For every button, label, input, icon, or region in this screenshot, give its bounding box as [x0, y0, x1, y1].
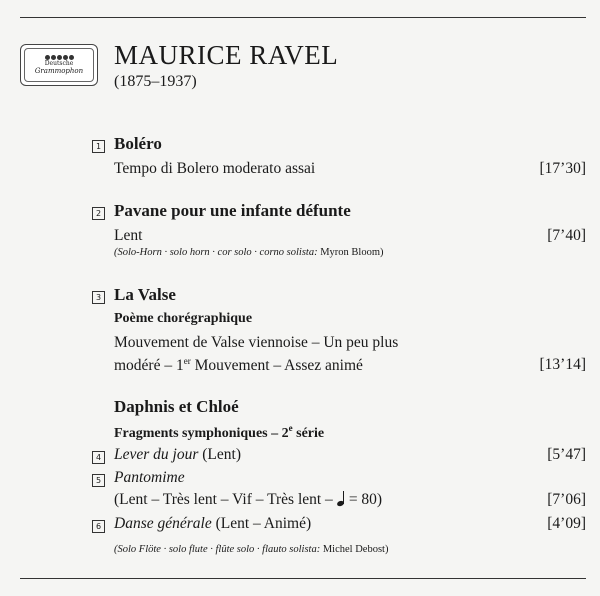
- logo-line2: Grammophon: [34, 67, 84, 75]
- track-number-4: 4: [92, 451, 105, 464]
- track-title-3: La Valse: [114, 285, 176, 304]
- track-soloist-note-2: (Solo-Horn · solo horn · cor solo · corno solista: Myron Bloom): [114, 247, 384, 258]
- work-subtitle-daphnis: Fragments symphoniques – 2e série: [114, 423, 325, 441]
- track-duration-1: [17’30]: [539, 160, 586, 177]
- track-title-4: Lever du jour (Lent): [114, 446, 241, 463]
- track-title-1: Boléro: [114, 134, 162, 153]
- work-title-daphnis: Daphnis et Chloé: [114, 397, 239, 416]
- track-movement-2: Lent: [114, 227, 143, 244]
- track-movement-3-line1: Mouvement de Valse viennoise – Un peu plus: [114, 334, 399, 351]
- track-movement-3-line2: modéré – 1er Mouvement – Assez animé: [114, 356, 363, 374]
- track-number-5: 5: [92, 474, 105, 487]
- track-title-6: Danse générale (Lent – Animé): [114, 515, 312, 532]
- top-rule: [20, 17, 586, 18]
- track-number-6: 6: [92, 520, 105, 533]
- composer-dates: (1875–1937): [114, 73, 197, 90]
- track-movement-1: Tempo di Bolero moderato assai: [114, 160, 316, 177]
- track-duration-6: [4’09]: [547, 515, 586, 532]
- track-duration-4: [5’47]: [547, 446, 586, 463]
- track-number-3: 3: [92, 291, 105, 304]
- track-duration-2: [7’40]: [547, 227, 586, 244]
- composer-name: MAURICE RAVEL: [114, 40, 339, 70]
- track-duration-5: [7’06]: [547, 491, 586, 508]
- deutsche-grammophon-logo: [20, 44, 98, 86]
- track-title-5: Pantomime: [114, 469, 185, 486]
- track-number-1: 1: [92, 140, 105, 153]
- track-number-2: 2: [92, 207, 105, 220]
- logo-line1: Deutsche: [44, 60, 74, 67]
- daphnis-soloist-note: (Solo Flöte · solo flute · flûte solo · flauto solista: Michel Debost): [114, 544, 389, 555]
- bottom-rule: [20, 578, 586, 579]
- track-title-2: Pavane pour une infante défunte: [114, 201, 351, 220]
- track-tempo-5: (Lent – Très lent – Vif – Très lent – = 80): [114, 491, 383, 508]
- track-duration-3: [13’14]: [539, 356, 586, 373]
- track-subtitle-3: Poème chorégraphique: [114, 311, 253, 326]
- quarter-note-icon: [335, 491, 347, 507]
